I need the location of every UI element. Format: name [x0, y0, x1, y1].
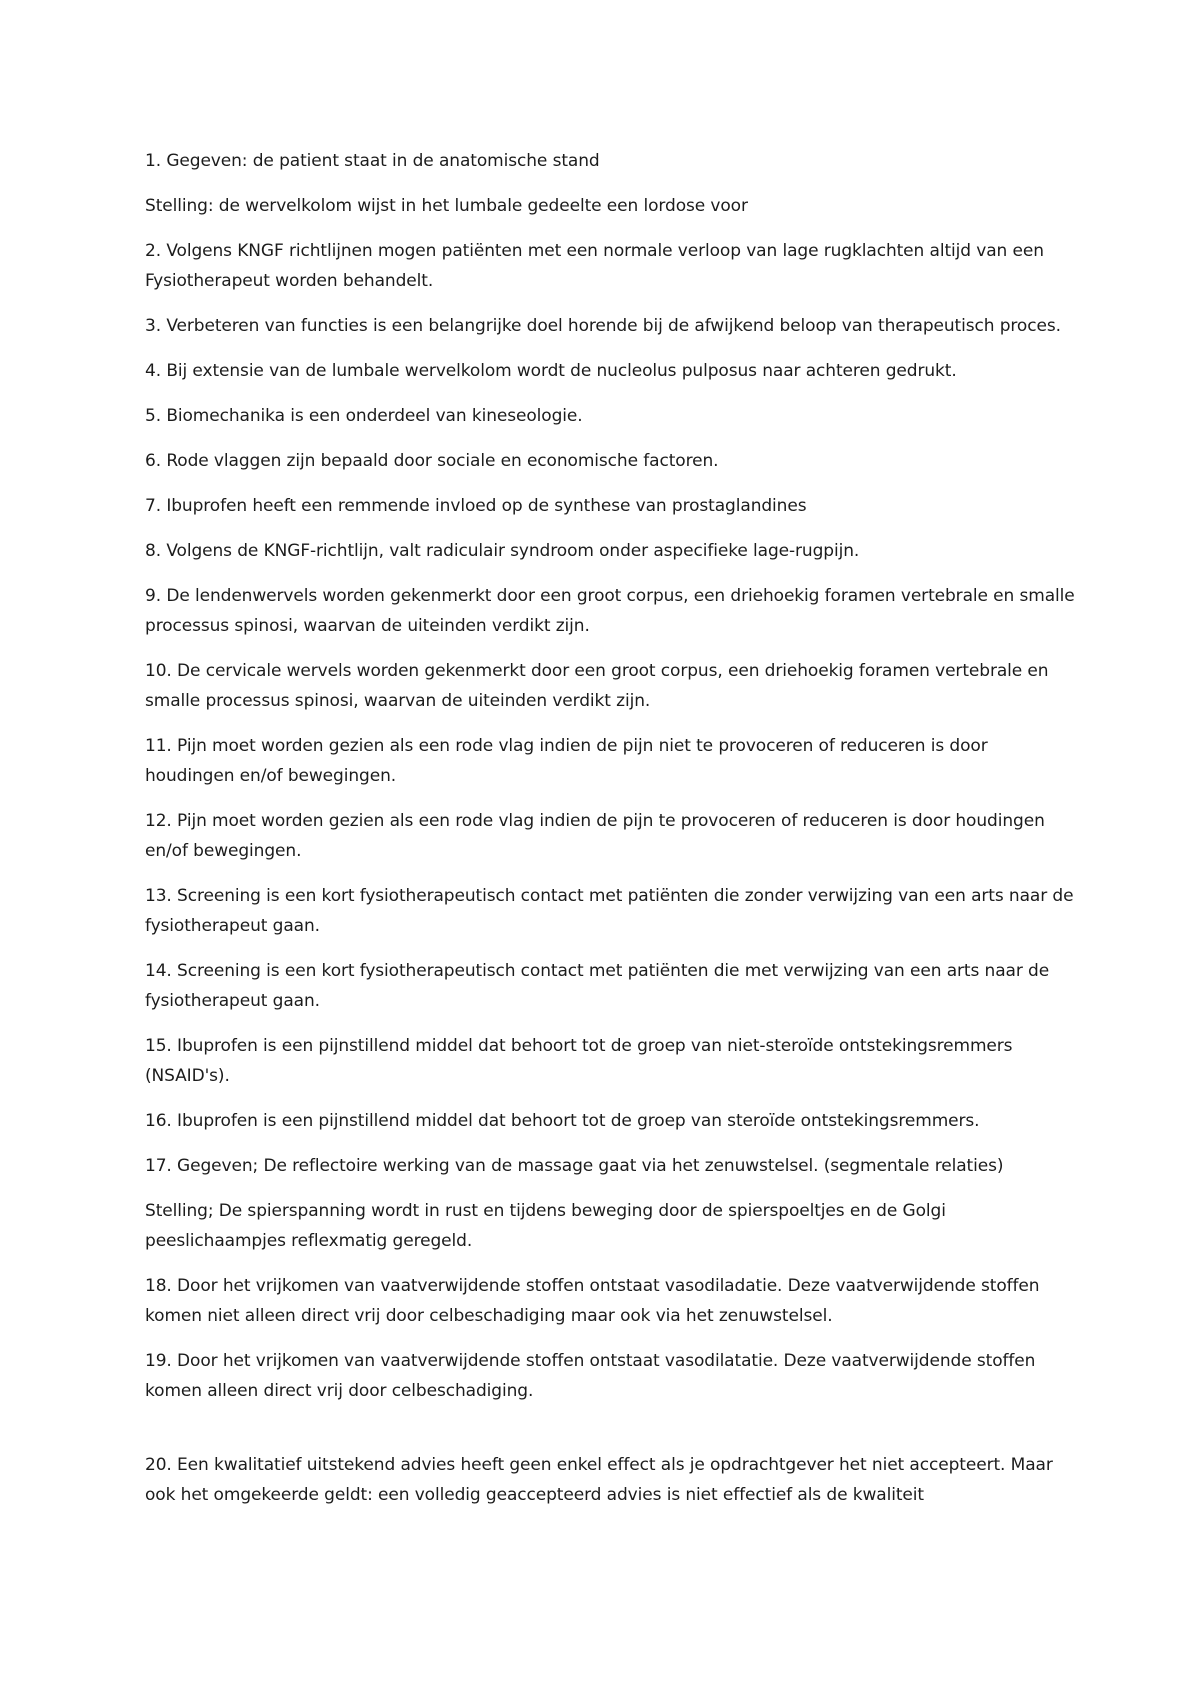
paragraph-6: 6. Rode vlaggen zijn bepaald door sociale en economische factoren.	[145, 451, 719, 471]
paragraph-2: 2. Volgens KNGF richtlijnen mogen patiënten met een normale verloop van lage rugklachten altijd van een Fysiotherapeut worden behandelt.	[145, 241, 1044, 291]
paragraph-8: 8. Volgens de KNGF-richtlijn, valt radiculair syndroom onder aspecifieke lage-rugpijn.	[145, 541, 860, 561]
paragraph-19: 19. Door het vrijkomen van vaatverwijdende stoffen ontstaat vasodilatatie. Deze vaatverwijdende stoffen komen alleen direct vrij door celbeschadiging.	[145, 1351, 1036, 1401]
paragraph-1-statement: Stelling: de wervelkolom wijst in het lumbale gedeelte een lordose voor	[145, 196, 748, 216]
paragraph-18: 18. Door het vrijkomen van vaatverwijdende stoffen ontstaat vasodiladatie. Deze vaatverwijdende stoffen komen niet alleen direct vrij door celbeschadiging maar ook via het zenuwstelsel.	[145, 1276, 1040, 1326]
paragraph-14: 14. Screening is een kort fysiotherapeutisch contact met patiënten die met verwijzing van een arts naar de fysiotherapeut gaan.	[145, 961, 1050, 1011]
paragraph-20: 20. Een kwalitatief uitstekend advies heeft geen enkel effect als je opdrachtgever het niet accepteert. Maar ook het omgekeerde geldt: een volledig geaccepteerd advies is niet effectief als de kwaliteit	[145, 1455, 1053, 1505]
paragraph-12: 12. Pijn moet worden gezien als een rode vlag indien de pijn te provoceren of reduceren is door houdingen en/of bewegingen.	[145, 811, 1045, 861]
paragraph-13: 13. Screening is een kort fysiotherapeutisch contact met patiënten die zonder verwijzing van een arts naar de fysiotherapeut gaan.	[145, 886, 1074, 936]
paragraph-1-given: 1. Gegeven: de patient staat in de anatomische stand	[145, 151, 600, 171]
paragraph-3: 3. Verbeteren van functies is een belangrijke doel horende bij de afwijkend beloop van therapeutisch proces.	[145, 316, 1061, 336]
paragraph-9: 9. De lendenwervels worden gekenmerkt door een groot corpus, een driehoekig foramen vertebrale en smalle processus spinosi, waarvan de uiteinden verdikt zijn.	[145, 586, 1075, 636]
paragraph-7: 7. Ibuprofen heeft een remmende invloed op de synthese van prostaglandines	[145, 496, 807, 516]
paragraph-4: 4. Bij extensie van de lumbale wervelkolom wordt de nucleolus pulposus naar achteren gedrukt.	[145, 361, 957, 381]
paragraph-17-statement: Stelling; De spierspanning wordt in rust en tijdens beweging door de spierspoeltjes en de Golgi peeslichaampjes reflexmatig geregeld.	[145, 1201, 946, 1251]
paragraph-5: 5. Biomechanika is een onderdeel van kineseologie.	[145, 406, 583, 426]
paragraph-10: 10. De cervicale wervels worden gekenmerkt door een groot corpus, een driehoekig foramen vertebrale en smalle processus spinosi, waarvan de uiteinden verdikt zijn.	[145, 661, 1049, 711]
paragraph-15: 15. Ibuprofen is een pijnstillend middel dat behoort tot de groep van niet-steroïde ontstekingsremmers (NSAID's).	[145, 1036, 1013, 1086]
document-body	[145, 146, 1075, 1510]
paragraph-17-given: 17. Gegeven; De reflectoire werking van de massage gaat via het zenuwstelsel. (segmentale relaties)	[145, 1156, 1004, 1176]
paragraph-16: 16. Ibuprofen is een pijnstillend middel dat behoort tot de groep van steroïde ontstekingsremmers.	[145, 1111, 980, 1131]
paragraph-11: 11. Pijn moet worden gezien als een rode vlag indien de pijn niet te provoceren of reduceren is door houdingen en/of bewegingen.	[145, 736, 988, 786]
